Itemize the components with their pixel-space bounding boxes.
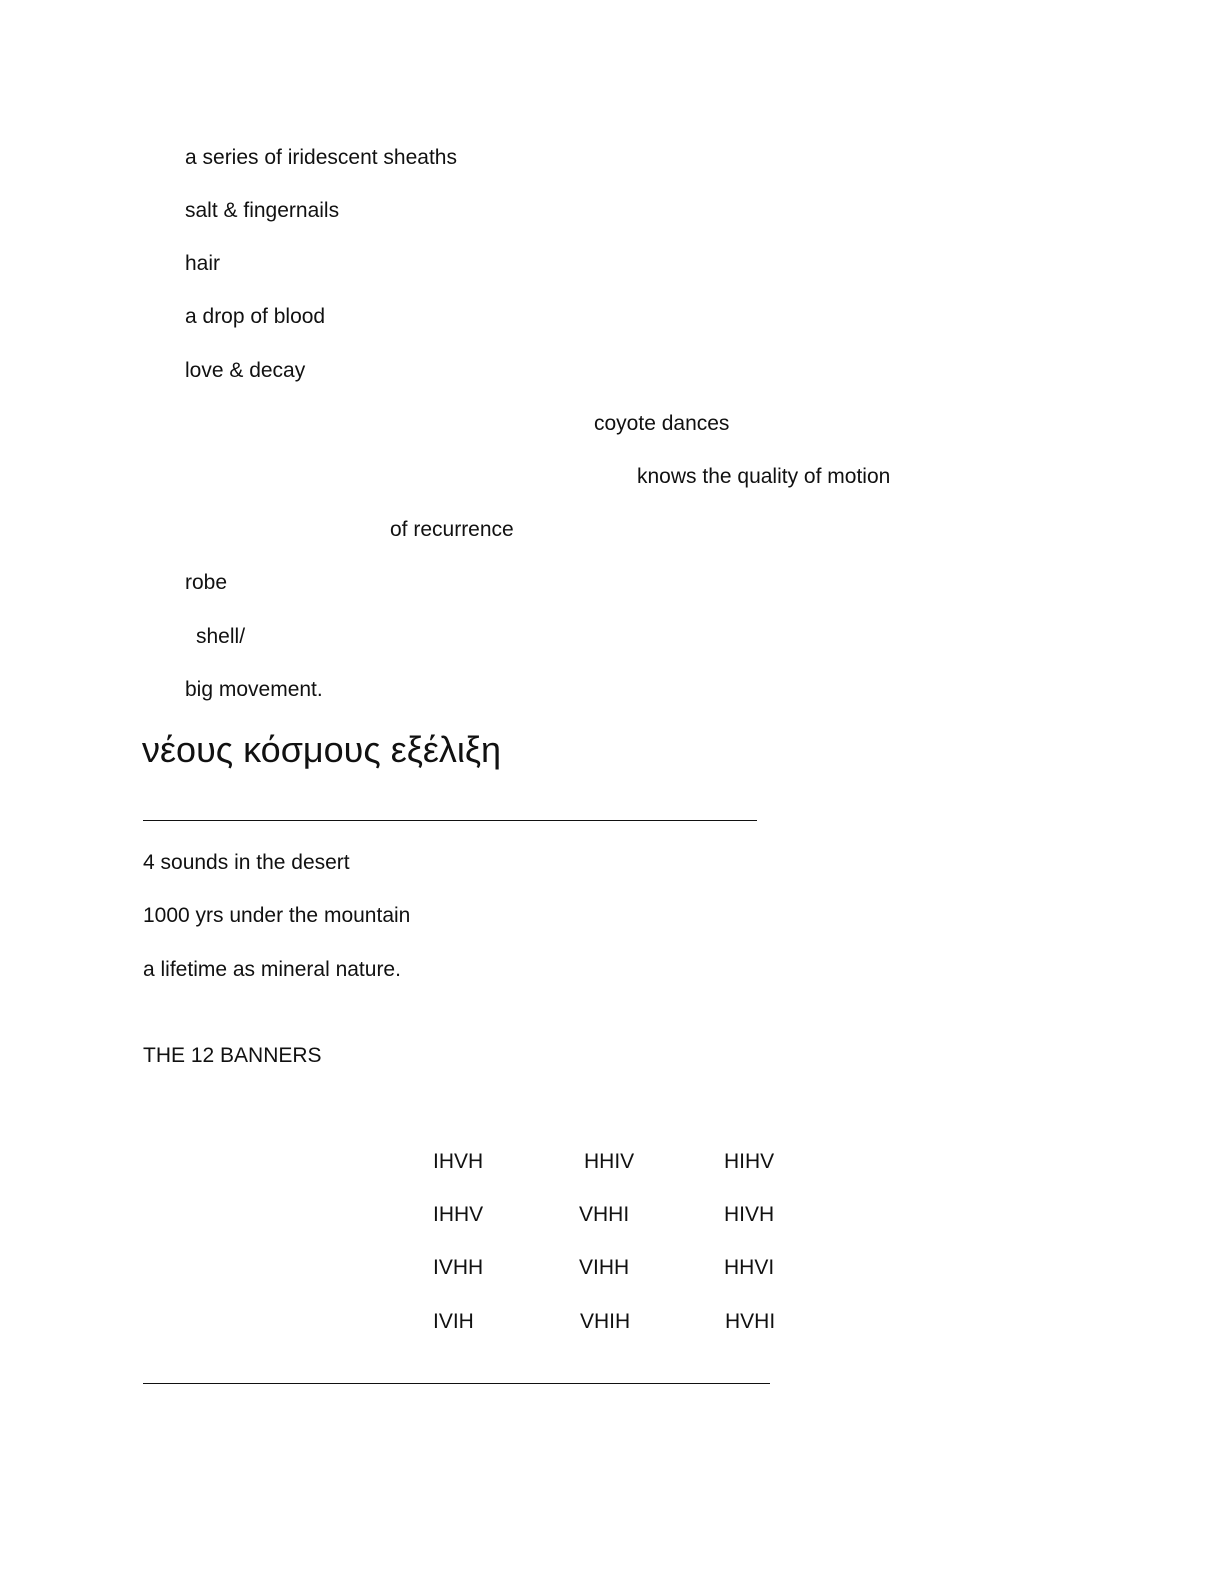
greek-heading: νέους κόσμους εξέλιξη (142, 729, 502, 770)
banner-cell: VHHI (579, 1203, 630, 1226)
divider-rule (143, 820, 757, 821)
poem-line-movement: big movement. (185, 678, 323, 701)
poem-line-shell: shell/ (196, 625, 246, 648)
banner-cell: IVHH (433, 1256, 484, 1279)
poem-line-sheaths: a series of iridescent sheaths (185, 146, 457, 169)
banner-cell: HVHI (725, 1310, 776, 1333)
poem-line-hair: hair (185, 252, 221, 275)
divider-rule-bottom (143, 1383, 770, 1384)
poem-line-recurrence: of recurrence (390, 518, 514, 541)
banners-title: THE 12 BANNERS (143, 1044, 322, 1067)
part2-line-sounds: 4 sounds in the desert (143, 851, 350, 874)
banner-cell: IHHV (433, 1203, 484, 1226)
poem-line-blood: a drop of blood (185, 305, 326, 328)
poem-line-love: love & decay (185, 359, 306, 382)
banner-cell: HIVH (724, 1203, 775, 1226)
banner-cell: VHIH (580, 1310, 631, 1333)
banner-cell: HIHV (724, 1150, 775, 1173)
banner-cell: IHVH (433, 1150, 484, 1173)
part2-line-mountain: 1000 yrs under the mountain (143, 904, 411, 927)
banner-cell: HHVI (724, 1256, 775, 1279)
banner-cell: HHIV (584, 1150, 635, 1173)
banner-cell: IVIH (433, 1310, 474, 1333)
poem-line-robe: robe (185, 571, 228, 594)
banner-cell: VIHH (579, 1256, 630, 1279)
part2-line-mineral: a lifetime as mineral nature. (143, 958, 401, 981)
poem-line-coyote: coyote dances (594, 412, 730, 435)
poem-line-motion: knows the quality of motion (637, 465, 891, 488)
poem-line-salt: salt & fingernails (185, 199, 340, 222)
